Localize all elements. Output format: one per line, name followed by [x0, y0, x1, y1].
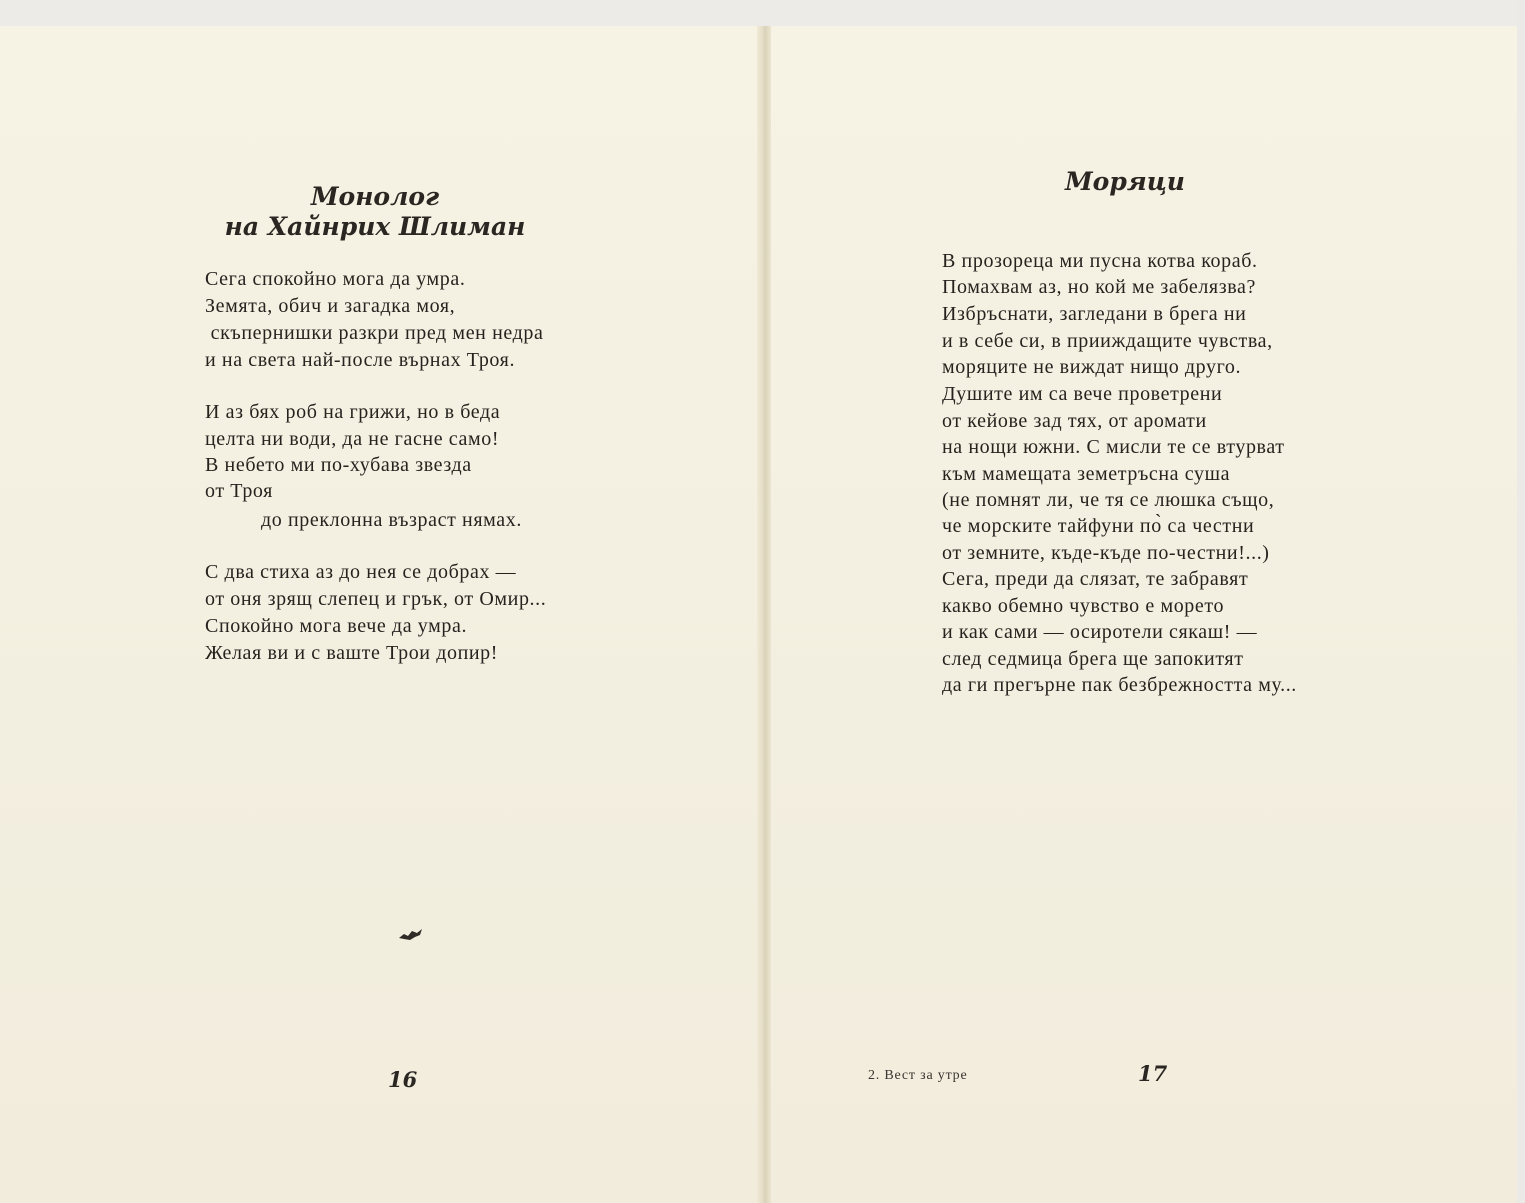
left-poem-title-line-1: Монолог: [310, 182, 440, 211]
poem-line: и как сами — осиротели сякаш! —: [942, 621, 1258, 643]
poem-line: целта ни води, да не гасне само!: [205, 428, 500, 450]
poem-line: към мамещата земетръсна суша: [942, 463, 1231, 485]
poem-line: В небето ми по-хубава звезда: [205, 454, 472, 476]
poem-line: С два стиха аз до нея се добрах —: [205, 561, 517, 583]
right-poem-title: Моряци: [1065, 167, 1185, 196]
poem-line: Душите им са вече проветрени: [942, 383, 1223, 405]
poem-line: че морските тайфуни по̀ са честни: [942, 515, 1255, 537]
poem-line: Избръснати, загледани в брега ни: [942, 303, 1247, 325]
left-poem-title: [200, 182, 550, 242]
poem-line: и в себе си, в прииждащите чувства,: [942, 330, 1273, 352]
poem-line: от кейове зад тях, от аромати: [942, 410, 1207, 432]
poem-line: до преклонна възраст нямах.: [205, 509, 522, 531]
ink-spot-decoration: [398, 928, 424, 942]
poem-line: (не помнят ли, че тя се люшка също,: [942, 489, 1275, 511]
poem-line: И аз бях роб на грижи, но в беда: [205, 401, 501, 423]
poem-line: Помахвам аз, но кой ме забелязва?: [942, 276, 1256, 298]
poem-line: Сега спокойно мога да умра.: [205, 268, 466, 290]
printer-signature: 2. Вест за утре: [868, 1068, 968, 1083]
right-page-number: 17: [1138, 1061, 1168, 1086]
poem-line: от Троя: [205, 480, 273, 502]
poem-line: Сега, преди да слязат, те забравят: [942, 568, 1249, 590]
poem-line: да ги прегърне пак безбрежността му...: [942, 674, 1297, 696]
left-poem-title-line-2: на Хайнрих Шлиман: [224, 212, 526, 241]
poem-line: Желая ви и с ваште Трои допир!: [205, 642, 499, 664]
poem-line: след седмица брега ще запокитят: [942, 648, 1244, 670]
book-gutter: [757, 26, 771, 1203]
poem-line: скъпернишки разкри пред мен недра: [205, 322, 544, 344]
scan-right-border: [1517, 0, 1525, 1203]
poem-line: В прозореца ми пусна котва кораб.: [942, 250, 1258, 272]
poem-line: Спокойно мога вече да умра.: [205, 615, 468, 637]
left-page-number: 16: [388, 1067, 418, 1092]
poem-line: и на света най-после върнах Троя.: [205, 349, 516, 371]
poem-line: моряците не виждат нищо друго.: [942, 356, 1242, 378]
right-poem-body: [942, 248, 1402, 698]
poem-line: на нощи южни. С мисли те се втурват: [942, 436, 1285, 458]
left-poem-body: [205, 266, 665, 666]
poem-line: от земните, къде-къде по-честни!...): [942, 542, 1270, 564]
scan-top-border: [0, 0, 1525, 26]
poem-line: Земята, обич и загадка моя,: [205, 295, 456, 317]
poem-line: от оня зрящ слепец и грък, от Омир...: [205, 588, 547, 610]
poem-line: какво обемно чувство е морето: [942, 595, 1225, 617]
